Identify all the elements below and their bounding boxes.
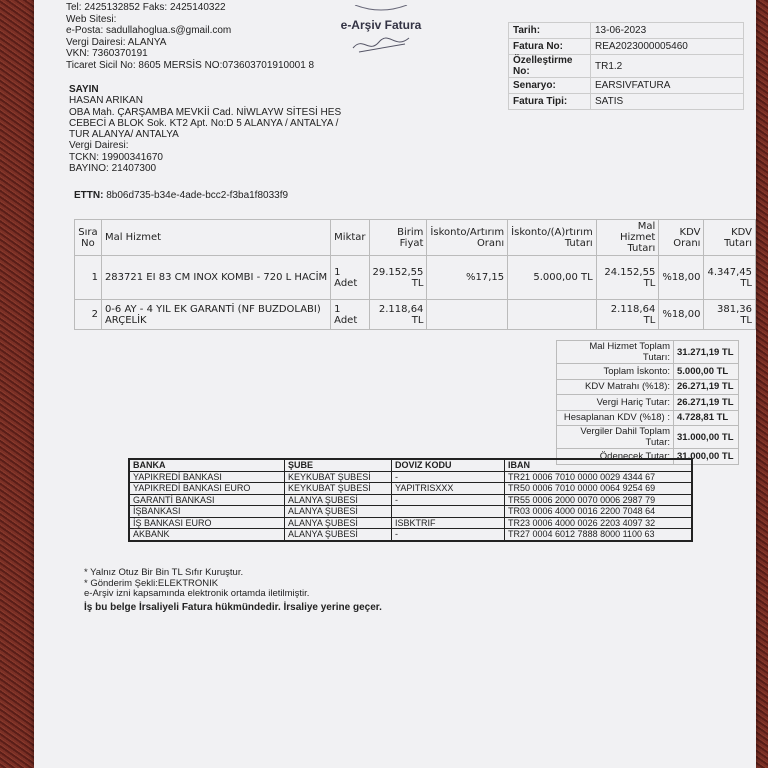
cell: 4.347,45 TL: [704, 256, 756, 300]
ettn-value: 8b06d735-b34e-4ade-bcc2-f3ba1f8033f9: [106, 190, 289, 201]
items-header-row: [75, 220, 756, 256]
totals-value: 4.728,81 TL: [674, 410, 739, 426]
col-header: ŞUBE: [285, 459, 392, 471]
seller-line: Web Sitesi:: [66, 13, 117, 25]
col-header: DOVIZ KODU: [392, 459, 505, 471]
cell: %18,00: [659, 300, 704, 330]
cell: KEYKUBAT ŞUBESİ: [285, 483, 392, 495]
cell: İŞBANKASI: [129, 506, 285, 518]
gib-seal-icon: [351, 5, 411, 13]
cell: 24.152,55 TL: [596, 256, 659, 300]
buyer-line: BAYINO: 21407300: [69, 163, 157, 175]
totals-value: 31.271,19 TL: [674, 341, 739, 364]
cell: 283721 EI 83 CM INOX KOMBI - 720 L HACİM: [101, 256, 330, 300]
cell: %18,00: [659, 256, 704, 300]
cell: TR27 0004 6012 7888 8000 1100 63: [505, 529, 693, 541]
cell: TR23 0006 4000 0026 2203 4097 32: [505, 517, 693, 529]
meta-row: [509, 39, 744, 55]
meta-row: [509, 23, 744, 39]
totals-row: [557, 395, 739, 411]
col-header: Mal Hizmet: [101, 220, 330, 256]
col-header: İskonto/Artırım Oranı: [427, 220, 508, 256]
cell: 5.000,00 TL: [508, 256, 597, 300]
cell: ALANYA ŞUBESİ: [285, 517, 392, 529]
cell: 381,36 TL: [704, 300, 756, 330]
buyer-address: OBA Mah. ÇARŞAMBA MEVKİİ Cad. NİWLAYW SİTESİ HES CEBECİ A BLOK Sok. KT2 Apt. No:D 5 ALANYA / ANTALYA / TUR ALANYA/ ANTALYA: [69, 106, 342, 141]
col-header: Mal Hizmet Tutarı: [596, 220, 659, 256]
cell: İŞ BANKASI EURO: [129, 517, 285, 529]
totals-key: Ödenecek Tutar:: [557, 449, 674, 465]
cell: YAPIKREDİ BANKASI EURO: [129, 483, 285, 495]
cell: %17,15: [427, 256, 508, 300]
buyer-info: [69, 84, 344, 174]
col-header: BANKA: [129, 459, 285, 471]
table-row: [129, 483, 692, 495]
meta-row: [509, 78, 744, 94]
buyer-line: HASAN ARIKAN: [69, 95, 143, 107]
cell: YAPITRISXXX: [392, 483, 505, 495]
meta-value: 13-06-2023: [591, 23, 744, 39]
cell: TR03 0006 4000 0016 2200 7048 64: [505, 506, 693, 518]
note-line: * Gönderim Şekli:ELEKTRONIK: [84, 577, 219, 589]
note-line: e-Arşiv izni kapsamında elektronik ortamda iletilmiştir.: [84, 588, 310, 599]
totals-table: [556, 340, 739, 465]
totals-row: [557, 410, 739, 426]
cell: [392, 506, 505, 518]
cell: ALANYA ŞUBESİ: [285, 529, 392, 541]
buyer-heading: SAYIN: [69, 84, 99, 95]
col-header: Sıra No: [75, 220, 102, 256]
table-row: [129, 517, 692, 529]
signature-icon: [349, 32, 413, 56]
cell: 1: [75, 256, 102, 300]
cell: 1 Adet: [331, 256, 369, 300]
cell: 2.118,64 TL: [596, 300, 659, 330]
cell: [508, 300, 597, 330]
cell: ALANYA ŞUBESİ: [285, 506, 392, 518]
totals-row: [557, 364, 739, 380]
col-header: Miktar: [331, 220, 369, 256]
meta-key: Özelleştirme No:: [509, 55, 591, 78]
cell: KEYKUBAT ŞUBESİ: [285, 471, 392, 483]
totals-value: 26.271,19 TL: [674, 379, 739, 395]
seller-line: Tel: 2425132852 Faks: 2425140322: [66, 2, 226, 13]
seller-line: VKN: 7360370191: [66, 48, 148, 59]
cell: YAPIKREDİ BANKASI: [129, 471, 285, 483]
cell: [427, 300, 508, 330]
meta-key: Tarih:: [509, 23, 591, 39]
seller-line: e-Posta: sadullahoglua.s@gmail.com: [66, 25, 232, 36]
invoice-notes: [84, 568, 309, 600]
bank-header-row: [129, 459, 692, 471]
invoice-meta-table: [508, 22, 744, 110]
col-header: Birim Fiyat: [369, 220, 427, 256]
meta-key: Fatura No:: [509, 39, 591, 55]
cell: 29.152,55 TL: [369, 256, 427, 300]
meta-key: Fatura Tipi:: [509, 94, 591, 110]
footer-note: İş bu belge İrsaliyeli Fatura hükmündedir. İrsaliye yerine geçer.: [84, 602, 382, 613]
meta-value: TR1.2: [591, 55, 744, 78]
cell: ISBKTRIF: [392, 517, 505, 529]
cell: GARANTİ BANKASI: [129, 494, 285, 506]
totals-key: Vergi Hariç Tutar:: [557, 395, 674, 411]
seller-line: Ticaret Sicil No: 8605 MERSİS NO:073603701910001 8: [66, 59, 315, 71]
table-row: [129, 506, 692, 518]
totals-row: [557, 426, 739, 449]
cell: 0-6 AY - 4 YIL EK GARANTİ (NF BUZDOLABI) ARÇELİK: [101, 300, 330, 330]
col-header: KDV Tutarı: [704, 220, 756, 256]
totals-key: Mal Hizmet Toplam Tutarı:: [557, 341, 674, 364]
seller-line: Vergi Dairesi: ALANYA: [66, 36, 167, 48]
meta-key: Senaryo:: [509, 78, 591, 94]
cell: 1 Adet: [331, 300, 369, 330]
items-table: [74, 219, 756, 330]
cell: ALANYA ŞUBESİ: [285, 494, 392, 506]
ettn: [74, 190, 288, 201]
cell: -: [392, 471, 505, 483]
totals-row: [557, 379, 739, 395]
table-row: [75, 300, 756, 330]
totals-key: Vergiler Dahil Toplam Tutar:: [557, 426, 674, 449]
cell: 2.118,64 TL: [369, 300, 427, 330]
logo-title: e-Arşiv Fatura: [340, 18, 422, 32]
col-header: IBAN: [505, 459, 693, 471]
totals-value: 26.271,19 TL: [674, 395, 739, 411]
invoice-paper: [34, 0, 756, 768]
meta-row: [509, 55, 744, 78]
note-line: * Yalnız Otuz Bir Bin TL Sıfır Kuruştur.: [84, 567, 244, 578]
table-row: [129, 529, 692, 541]
seller-info: [66, 2, 314, 71]
buyer-line: TCKN: 19900341670: [69, 151, 163, 163]
cell: AKBANK: [129, 529, 285, 541]
totals-key: KDV Matrahı (%18):: [557, 379, 674, 395]
meta-value: EARSIVFATURA: [591, 78, 744, 94]
totals-value: 5.000,00 TL: [674, 364, 739, 380]
totals-key: Hesaplanan KDV (%18) :: [557, 410, 674, 426]
cell: TR21 0006 7010 0000 0029 4344 67: [505, 471, 693, 483]
cell: TR50 0006 7010 0000 0064 9254 69: [505, 483, 693, 495]
meta-row: [509, 94, 744, 110]
totals-row: [557, 341, 739, 364]
col-header: İskonto/(A)rtırım Tutarı: [508, 220, 597, 256]
cell: -: [392, 494, 505, 506]
table-row: [129, 471, 692, 483]
cell: 2: [75, 300, 102, 330]
meta-value: REA2023000005460: [591, 39, 744, 55]
e-arsiv-logo: [326, 0, 436, 61]
totals-value: 31.000,00 TL: [674, 449, 739, 465]
meta-value: SATIS: [591, 94, 744, 110]
totals-value: 31.000,00 TL: [674, 426, 739, 449]
table-row: [75, 256, 756, 300]
ettn-label: ETTN:: [74, 190, 104, 201]
cell: -: [392, 529, 505, 541]
totals-key: Toplam İskonto:: [557, 364, 674, 380]
cell: TR55 0006 2000 0070 0006 2987 79: [505, 494, 693, 506]
bank-accounts-table: [128, 458, 693, 542]
col-header: KDV Oranı: [659, 220, 704, 256]
buyer-line: Vergi Dairesi:: [69, 140, 129, 152]
table-row: [129, 494, 692, 506]
